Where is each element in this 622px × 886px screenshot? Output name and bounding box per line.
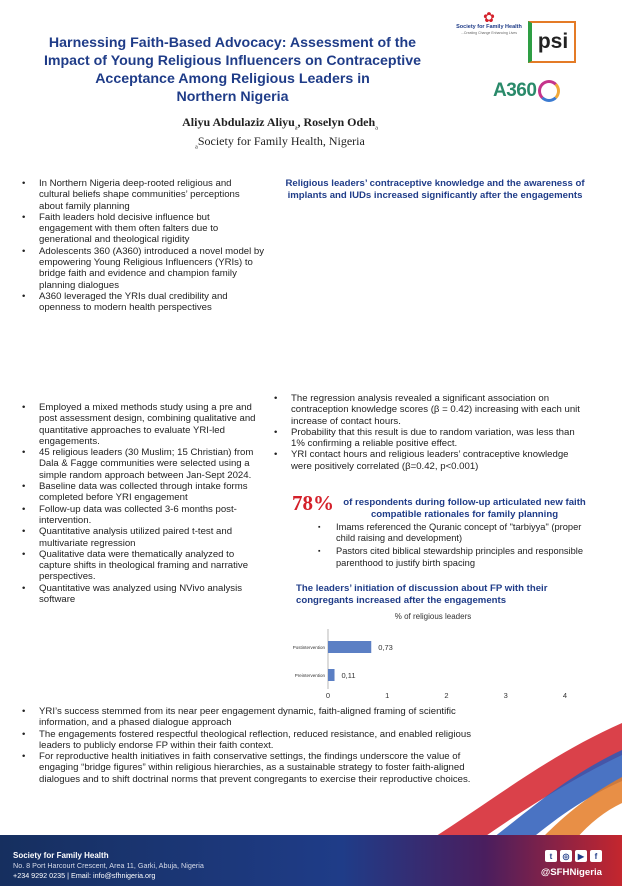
- affiliation-sup: a: [195, 144, 198, 151]
- footer-address: No. 8 Port Harcourt Crescent, Area 11, Garki, Abuja, Nigeria: [13, 861, 204, 870]
- regression-list: [272, 393, 582, 472]
- author-line: [110, 116, 450, 135]
- sfh-logo: [452, 10, 526, 42]
- x-tick-label: 4: [562, 691, 568, 699]
- results-heading: Religious leaders’ contraceptive knowledge and the awareness of implants and IUDs increased significantly after the engagements: [285, 178, 585, 201]
- x-tick-label: 2: [444, 691, 449, 699]
- list-item: • Faith leaders hold decisive influence but engagement with them often falters due to generational and theological rigidity: [20, 212, 265, 246]
- author-name: Roselyn Odeh: [303, 115, 376, 129]
- chart-bar: [328, 669, 335, 681]
- chart-heading: The leaders’ initiation of discussion about FP with their congregants increased after the engagements: [296, 583, 548, 606]
- youtube-icon[interactable]: ▶: [575, 850, 587, 862]
- x-tick-label: 1: [385, 691, 390, 699]
- author-sup: a: [294, 125, 298, 132]
- title-line: Acceptance Among Religious Leaders in: [95, 71, 370, 87]
- sfh-logo-tagline: ...Creating Change Enhancing Lives: [460, 31, 518, 35]
- category-label: Preintervention: [294, 673, 325, 678]
- psi-logo: psi: [528, 21, 576, 63]
- footer: [0, 835, 622, 886]
- author-sep: ,: [297, 115, 304, 129]
- list-item: • Baseline data was collected through intake forms completed before YRI engagement: [20, 481, 265, 504]
- list-item: • The regression analysis revealed a significant association on contraception knowledge scores (β = 0.42) increasing with each unit increase of contact hours.: [272, 393, 582, 427]
- facebook-icon[interactable]: f: [590, 850, 602, 862]
- twitter-icon[interactable]: t: [545, 850, 557, 862]
- bar-chart: [283, 605, 583, 699]
- list-item: ▪ Imams referenced the Quranic concept of "tarbiyya" (proper child raising and development): [318, 522, 590, 544]
- list-item: • 45 religious leaders (30 Muslim; 15 Christian) from Dala & Fagge communities were selected using a simple random approach between Jan-Sept 2024.: [20, 447, 265, 481]
- affiliation: [110, 135, 450, 154]
- title-line: Harnessing Faith-Based Advocacy: Assessment of the: [48, 35, 417, 51]
- list-item: • YRI’s success stemmed from its near peer engagement dynamic, faith-aligned framing of scientific information, and a phased dialogue approach: [20, 706, 490, 729]
- x-tick-label: 3: [503, 691, 508, 699]
- a360-swirl-icon: [538, 80, 560, 102]
- social-handle[interactable]: @SFHNigeria: [540, 867, 602, 878]
- rationale-list: [318, 522, 590, 571]
- data-label: 0,73: [378, 643, 393, 652]
- chart-title: % of religious leaders: [394, 612, 472, 621]
- stat-callout: [292, 492, 592, 520]
- chart-bar: [328, 641, 371, 653]
- list-item: • YRI contact hours and religious leaders’ contraceptive knowledge were positively correlated (β=0.42, p<0.001): [272, 449, 582, 472]
- list-item: • The engagements fostered respectful theological reflection, reduced resistance, and enabled religious leaders to publicly endorse FP within their faith context.: [20, 729, 490, 752]
- a360-logo-text: A360: [493, 80, 537, 102]
- chart-svg: [283, 605, 583, 699]
- list-item: • For reproductive health initiatives in faith conservative settings, the findings underscore the value of engaging “bridge figures” within religious hierarchies, as a sustainable strategy to foster faith-aligned dialogues and to shift doctrinal norms that prevent congregants to exercise their reproductive choices.: [20, 751, 490, 785]
- list-item: • Follow-up data was collected 3-6 months post-intervention.: [20, 504, 265, 527]
- authors-block: [110, 116, 450, 155]
- title-line: Northern Nigeria: [176, 89, 289, 105]
- poster-title: [20, 34, 445, 106]
- list-item: ▪ Pastors cited biblical stewardship principles and responsible parenthood to justify birth spacing: [318, 546, 590, 568]
- list-item: • In Northern Nigeria deep-rooted religious and cultural beliefs shape communities’ perceptions about family planning: [20, 178, 265, 212]
- instagram-icon[interactable]: ◎: [560, 850, 572, 862]
- list-item: • Adolescents 360 (A360) introduced a novel model by empowering Young Religious Influencers (YRIs) to bridge faith and evidence and champion family planning dialogues: [20, 246, 265, 291]
- list-item: • A360 leveraged the YRIs dual credibility and openness to modern health perspectives: [20, 291, 265, 314]
- affiliation-text: Society for Family Health, Nigeria: [197, 134, 365, 149]
- author-sup: a: [375, 125, 378, 132]
- social-icons: [545, 850, 602, 862]
- stat-text: of respondents during follow-up articulated new faith compatible rationales for family planning: [343, 497, 586, 520]
- list-item: • Quantitative was analyzed using NVivo analysis software: [20, 583, 265, 606]
- sfh-logo-name: Society for Family Health: [456, 24, 522, 30]
- data-label: 0,11: [341, 671, 356, 680]
- footer-org: Society for Family Health: [13, 851, 109, 860]
- footer-contact: +234 9292 0235 | Email: info@sfhnigeria.org: [13, 871, 156, 880]
- stat-percent: 78%: [292, 491, 334, 515]
- sfh-logo-icon: ✿: [483, 9, 495, 25]
- list-item: • Employed a mixed methods study using a pre and post assessment design, combining qualitative and quantitative approaches to evaluate YRI-led engagements.: [20, 402, 265, 447]
- methods-list: [20, 402, 265, 605]
- list-item: • Probability that this result is due to random variation, was less than 1% confirming a reliable positive effect.: [272, 427, 582, 450]
- title-line: Impact of Young Religious Influencers on Contraceptive: [43, 53, 422, 69]
- list-item: • Qualitative data were thematically analyzed to capture shifts in theological framing and narrative perspectives.: [20, 549, 265, 583]
- a360-logo: [493, 80, 560, 102]
- conclusion-list: [20, 706, 490, 785]
- list-item: • Quantitative analysis utilized paired t-test and multivariate regression: [20, 526, 265, 549]
- x-tick-label: 0: [325, 691, 331, 699]
- background-list: [20, 178, 265, 314]
- category-label: Postintervention: [292, 645, 325, 650]
- author-name: Aliyu Abdulaziz Aliyu: [182, 115, 295, 129]
